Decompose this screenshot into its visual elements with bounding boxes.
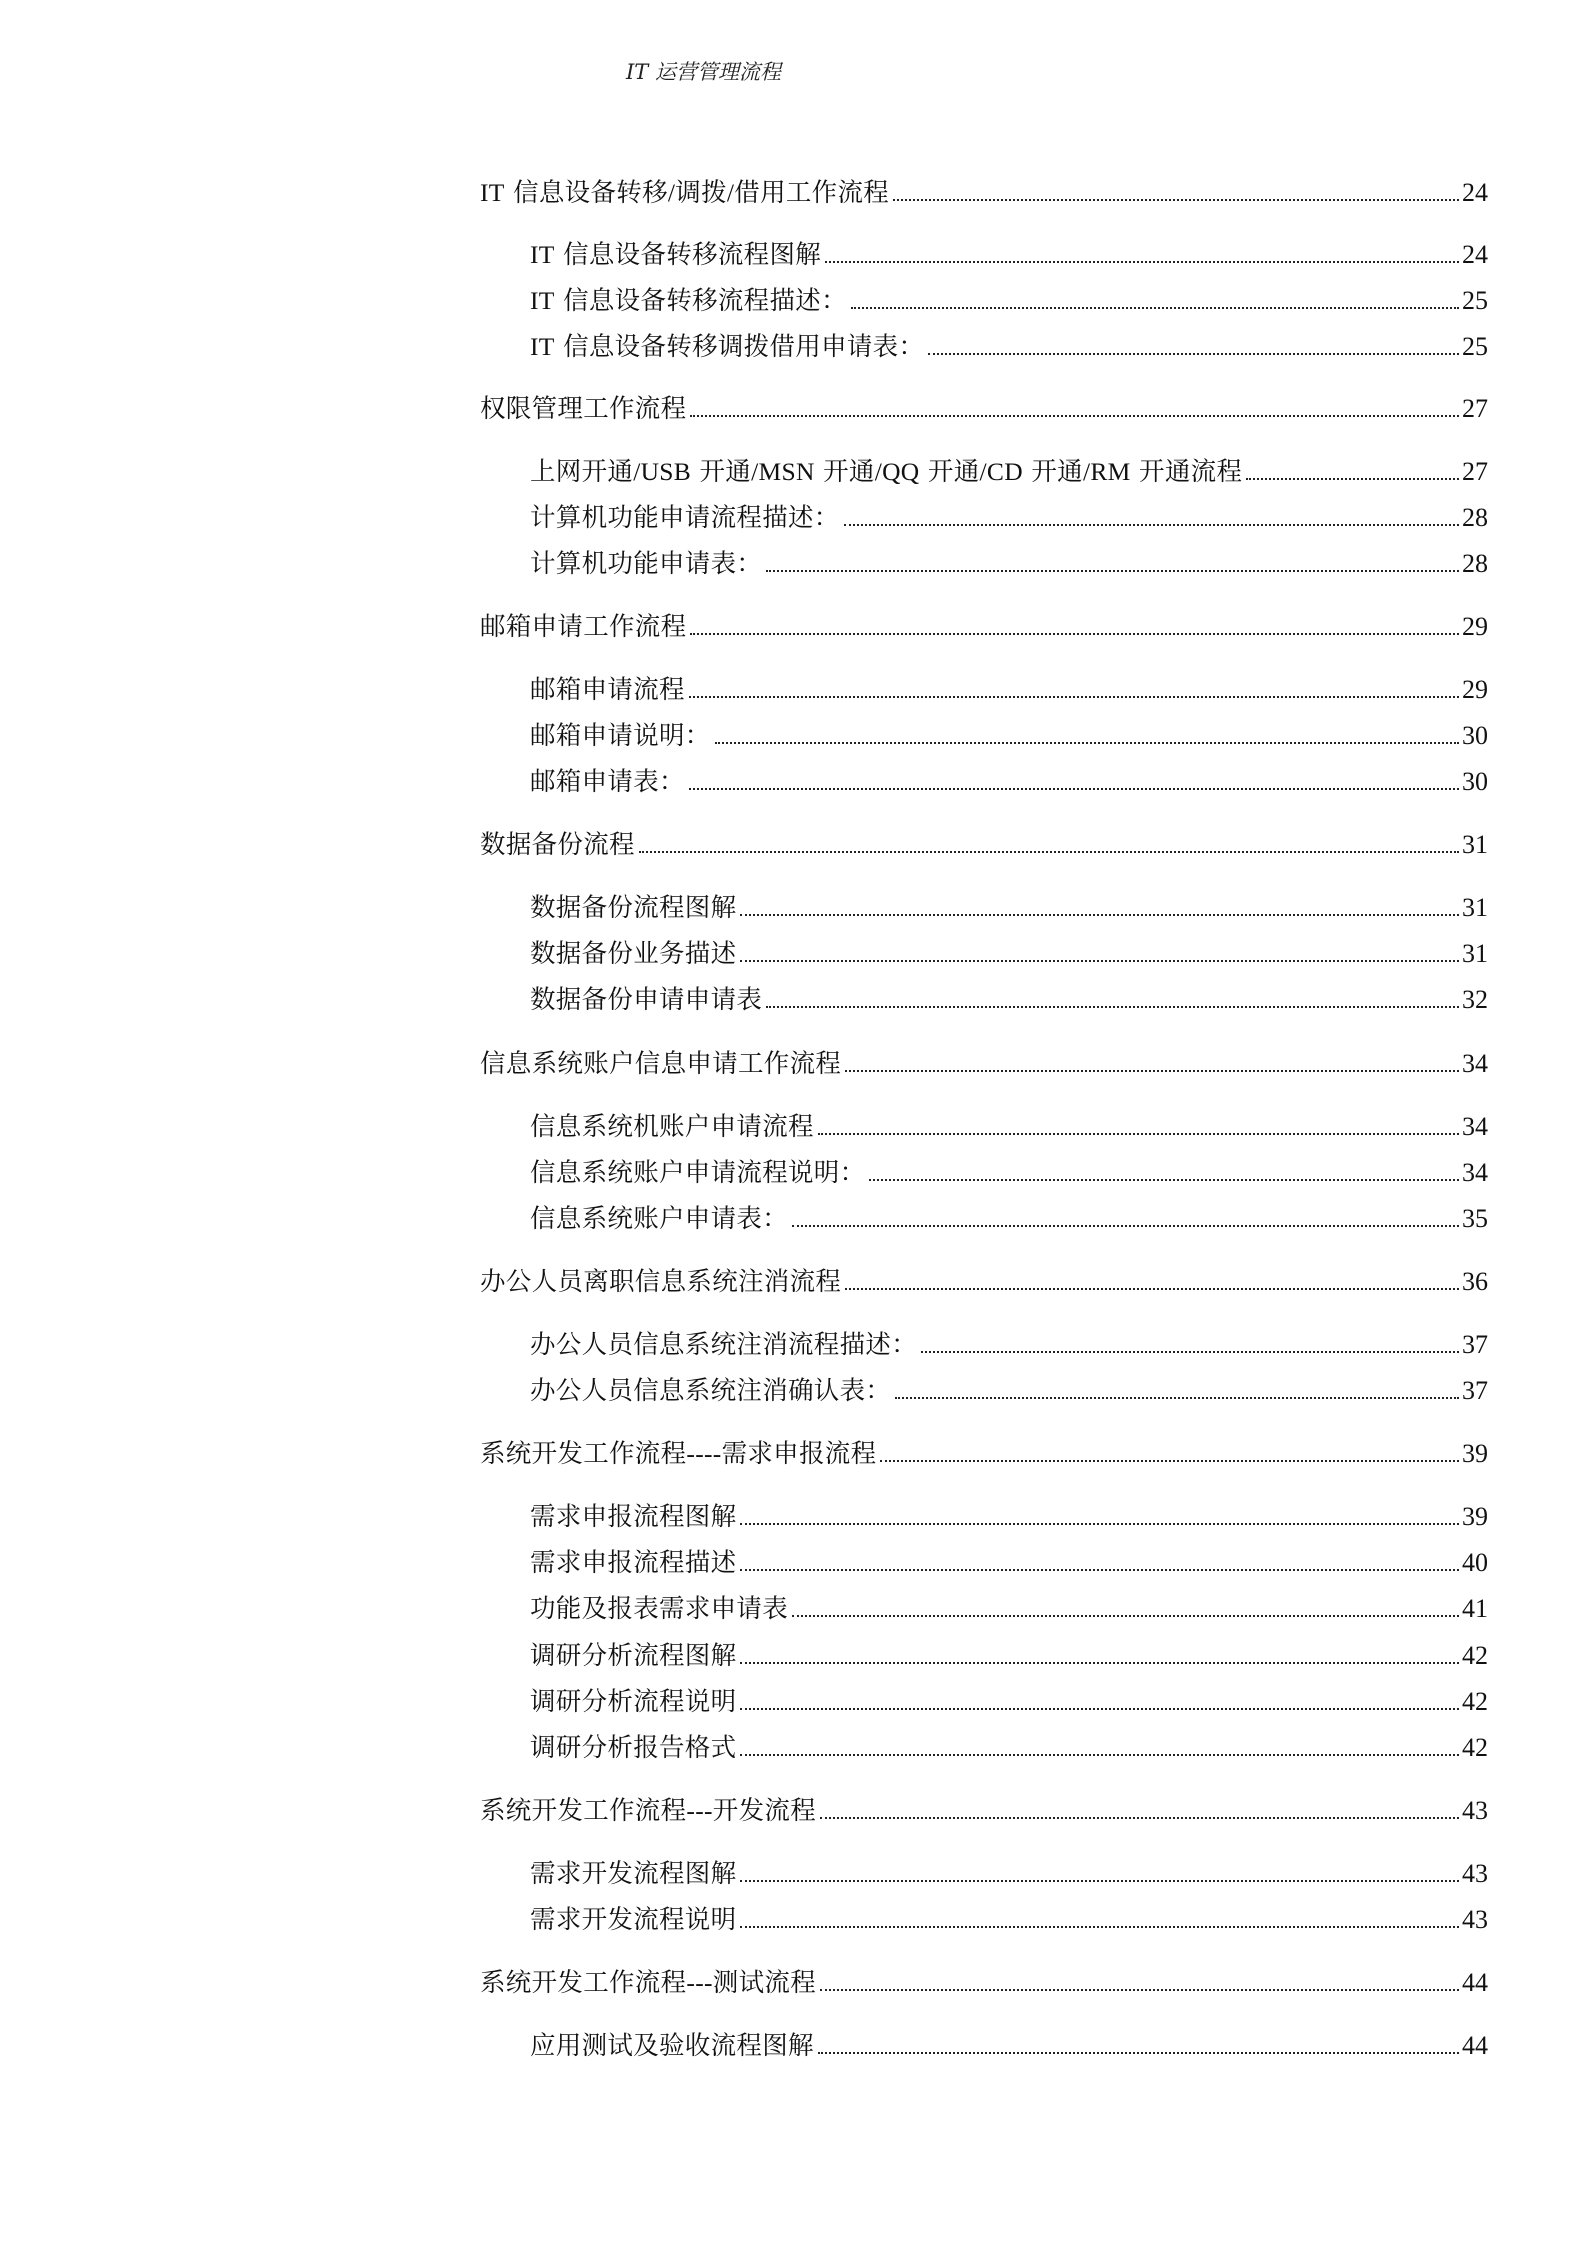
toc-subsection-entry[interactable] [530, 983, 1488, 1017]
toc-page-number: 43 [1462, 1796, 1488, 1825]
toc-section-entry[interactable] [480, 176, 1488, 210]
dot-leader [845, 1070, 1459, 1072]
toc-entry-title: 信息系统账户申请表： [530, 1204, 789, 1234]
toc-entry-title: IT 信息设备转移流程图解 [530, 240, 822, 270]
toc-subsection-entry[interactable] [530, 937, 1488, 971]
toc-subsection-entry[interactable] [530, 1328, 1488, 1362]
toc-page-number: 34 [1462, 1112, 1488, 1141]
dot-leader [792, 1615, 1459, 1617]
toc-subsection-entry[interactable] [530, 1639, 1488, 1673]
toc-subsection-entry[interactable] [530, 1500, 1488, 1534]
toc-entry-title: 调研分析流程说明 [530, 1687, 737, 1717]
toc-entry-title: 计算机功能申请表： [530, 549, 763, 579]
toc-page-number: 37 [1462, 1376, 1488, 1405]
toc-entry-title: 计算机功能申请流程描述： [530, 503, 840, 533]
toc-page-number: 35 [1462, 1204, 1488, 1233]
toc-entry-title: 系统开发工作流程----需求申报流程 [480, 1439, 877, 1469]
dot-leader [740, 960, 1459, 962]
toc-subsection-entry[interactable] [530, 455, 1488, 489]
toc-page-number: 36 [1462, 1267, 1488, 1296]
dot-leader [851, 307, 1459, 309]
toc-section-entry[interactable] [480, 1047, 1488, 1081]
toc-entry-title: 办公人员信息系统注消流程描述： [530, 1330, 918, 1360]
toc-entry-title: 系统开发工作流程---测试流程 [480, 1968, 816, 1998]
dot-leader [820, 1989, 1459, 1991]
dot-leader [740, 1754, 1459, 1756]
dot-leader [740, 1880, 1459, 1882]
dot-leader [740, 1926, 1459, 1928]
toc-subsection-entry[interactable] [530, 1546, 1488, 1580]
toc-section-entry[interactable] [480, 1437, 1488, 1471]
toc-entry-title: 系统开发工作流程---开发流程 [480, 1796, 816, 1826]
toc-page-number: 42 [1462, 1687, 1488, 1716]
toc-section-entry[interactable] [480, 1265, 1488, 1299]
toc-subsection-entry[interactable] [530, 765, 1488, 799]
toc-subsection-entry[interactable] [530, 1731, 1488, 1765]
toc-entry-title: 信息系统机账户申请流程 [530, 1112, 814, 1142]
toc-entry-title: 数据备份申请申请表 [530, 985, 763, 1015]
dot-leader [928, 353, 1459, 355]
toc-page-number: 43 [1462, 1905, 1488, 1934]
dot-leader [690, 415, 1459, 417]
dot-leader [740, 1569, 1459, 1571]
dot-leader [639, 851, 1459, 853]
toc-entry-title: IT 信息设备转移调拨借用申请表： [530, 332, 925, 362]
toc-page-number: 44 [1462, 1968, 1488, 1997]
toc-section-entry[interactable] [480, 828, 1488, 862]
dot-leader [869, 1179, 1459, 1181]
toc-entry-title: 需求开发流程图解 [530, 1859, 737, 1889]
toc-page-number: 31 [1462, 939, 1488, 968]
toc-page-number: 37 [1462, 1330, 1488, 1359]
toc-page-number: 41 [1462, 1594, 1488, 1623]
toc-subsection-entry[interactable] [530, 501, 1488, 535]
toc-page-number: 40 [1462, 1548, 1488, 1577]
dot-leader [766, 1006, 1459, 1008]
dot-leader [880, 1460, 1459, 1462]
dot-leader [792, 1225, 1459, 1227]
toc-section-entry[interactable] [480, 1966, 1488, 2000]
dot-leader [740, 1708, 1459, 1710]
toc-page-number: 25 [1462, 332, 1488, 361]
dot-leader [895, 1397, 1459, 1399]
toc-subsection-entry[interactable] [530, 1685, 1488, 1719]
toc-entry-title: 需求申报流程图解 [530, 1502, 737, 1532]
toc-entry-title: 办公人员离职信息系统注消流程 [480, 1267, 842, 1297]
toc-section-entry[interactable] [480, 610, 1488, 644]
toc-page-number: 32 [1462, 985, 1488, 1014]
toc-entry-title: 权限管理工作流程 [480, 394, 687, 424]
toc-page-number: 34 [1462, 1049, 1488, 1078]
toc-subsection-entry[interactable] [530, 1903, 1488, 1937]
toc-page-number: 24 [1462, 240, 1488, 269]
toc-entry-title: 邮箱申请工作流程 [480, 612, 687, 642]
dot-leader [825, 261, 1459, 263]
toc-page-number: 27 [1462, 394, 1488, 423]
toc-page-number: 29 [1462, 675, 1488, 704]
toc-page-number: 24 [1462, 178, 1488, 207]
dot-leader [689, 788, 1459, 790]
toc-page-number: 28 [1462, 503, 1488, 532]
toc-page-number: 42 [1462, 1641, 1488, 1670]
toc-subsection-entry[interactable] [530, 891, 1488, 925]
toc-subsection-entry[interactable] [530, 1374, 1488, 1408]
toc-entry-title: 功能及报表需求申请表 [530, 1594, 789, 1624]
toc-subsection-entry[interactable] [530, 673, 1488, 707]
toc-entry-title: 数据备份流程图解 [530, 893, 737, 923]
toc-page-number: 28 [1462, 549, 1488, 578]
toc-entry-title: 办公人员信息系统注消确认表： [530, 1376, 892, 1406]
dot-leader [740, 914, 1459, 916]
toc-entry-title: 邮箱申请说明： [530, 721, 711, 751]
dot-leader [689, 696, 1459, 698]
toc-subsection-entry[interactable] [530, 1202, 1488, 1236]
toc-subsection-entry[interactable] [530, 1110, 1488, 1144]
toc-page-number: 34 [1462, 1158, 1488, 1187]
toc-page-number: 43 [1462, 1859, 1488, 1888]
toc-entry-title: IT 信息设备转移流程描述： [530, 286, 847, 316]
toc-entry-title: 需求开发流程说明 [530, 1905, 737, 1935]
dot-leader [844, 524, 1459, 526]
running-header: IT 运营管理流程 [626, 60, 781, 84]
dot-leader [1246, 478, 1459, 480]
toc-page-number: 44 [1462, 2031, 1488, 2060]
toc-entry-title: 邮箱申请流程 [530, 675, 685, 705]
toc-entry-title: 需求申报流程描述 [530, 1548, 737, 1578]
dot-leader [766, 570, 1459, 572]
toc-page-number: 27 [1462, 457, 1488, 486]
toc-page-number: 30 [1462, 767, 1488, 796]
dot-leader [818, 2052, 1459, 2054]
toc-entry-title: 应用测试及验收流程图解 [530, 2031, 814, 2061]
toc-entry-title: 调研分析报告格式 [530, 1733, 737, 1763]
toc-subsection-entry[interactable] [530, 719, 1488, 753]
toc-subsection-entry[interactable] [530, 238, 1488, 272]
toc-page-number: 31 [1462, 830, 1488, 859]
dot-leader [740, 1523, 1459, 1525]
toc-entry-title: 数据备份业务描述 [530, 939, 737, 969]
dot-leader [845, 1288, 1459, 1290]
toc-entry-title: 数据备份流程 [480, 830, 635, 860]
toc-subsection-entry[interactable] [530, 547, 1488, 581]
toc-page-number: 30 [1462, 721, 1488, 750]
toc-subsection-entry[interactable] [530, 1156, 1488, 1190]
toc-subsection-entry[interactable] [530, 2029, 1488, 2063]
toc-page-number: 29 [1462, 612, 1488, 641]
toc-page-number: 39 [1462, 1502, 1488, 1531]
toc-page-number: 31 [1462, 893, 1488, 922]
toc-page-number: 42 [1462, 1733, 1488, 1762]
toc-entry-title: 信息系统账户信息申请工作流程 [480, 1049, 842, 1079]
toc-entry-title: 信息系统账户申请流程说明： [530, 1158, 866, 1188]
dot-leader [818, 1133, 1459, 1135]
dot-leader [740, 1662, 1459, 1664]
dot-leader [690, 633, 1459, 635]
dot-leader [715, 742, 1459, 744]
toc-entry-title: 邮箱申请表： [530, 767, 685, 797]
toc-subsection-entry[interactable] [530, 284, 1488, 318]
toc-subsection-entry[interactable] [530, 330, 1488, 364]
toc-entry-title: 调研分析流程图解 [530, 1641, 737, 1671]
toc-page-number: 25 [1462, 286, 1488, 315]
dot-leader [820, 1817, 1459, 1819]
toc-section-entry[interactable] [480, 392, 1488, 426]
toc-section-entry[interactable] [480, 1794, 1488, 1828]
dot-leader [893, 199, 1459, 201]
toc-entry-title: IT 信息设备转移/调拨/借用工作流程 [480, 178, 890, 208]
toc-subsection-entry[interactable] [530, 1857, 1488, 1891]
dot-leader [921, 1351, 1459, 1353]
toc-subsection-entry[interactable] [530, 1592, 1488, 1626]
toc-page-number: 39 [1462, 1439, 1488, 1468]
toc-entry-title: 上网开通/USB 开通/MSN 开通/QQ 开通/CD 开通/RM 开通流程 [530, 457, 1243, 487]
